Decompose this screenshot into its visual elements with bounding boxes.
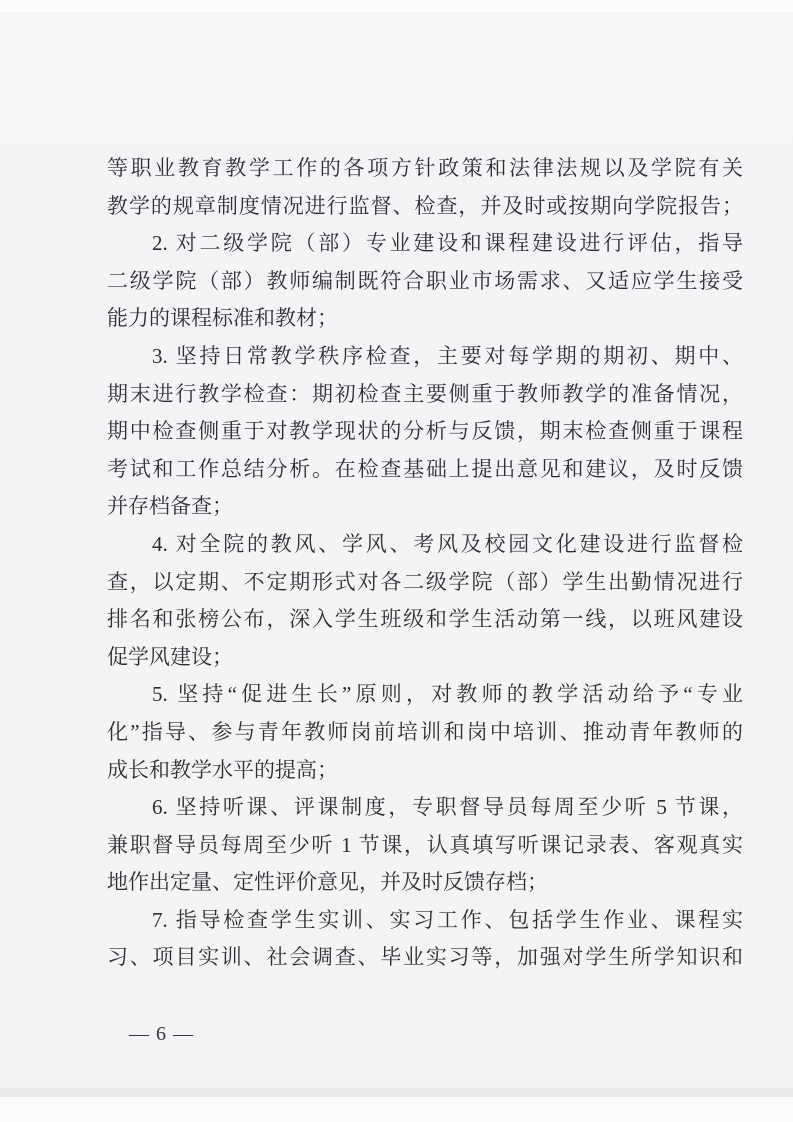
paragraph-item-7 [107, 902, 743, 977]
text-line: 化”指导、参与青年教师岗前培训和岗中培训、推动青年教师的 [107, 719, 743, 744]
text-line: 兼职督导员每周至少听 1 节课，认真填写听课记录表、客观真实 [107, 832, 743, 857]
text-line: 期中检查侧重于对教学现状的分析与反馈，期末检查侧重于课程 [107, 419, 743, 444]
paragraph-item-6 [107, 789, 743, 902]
paragraph-item-5 [107, 676, 743, 789]
text-line: 3. 坚持日常教学秩序检查，主要对每学期的期初、期中、 [152, 343, 743, 368]
paragraph-item-2 [107, 225, 743, 338]
text-line: 2. 对二级学院（部）专业建设和课程建设进行评估，指导 [152, 231, 743, 256]
scan-edge-bottom-shadow [0, 1088, 793, 1097]
text-line: 排名和张榜公布，深入学生班级和学生活动第一线，以班风建设 [107, 607, 743, 632]
text-line: 成长和教学水平的提高； [107, 757, 338, 782]
text-line: 等职业教育教学工作的各项方针政策和法律法规以及学院有关 [107, 156, 743, 180]
page-number: — 6 — [129, 1023, 194, 1045]
text-line: 考试和工作总结分析。在检查基础上提出意见和建议，及时反馈 [107, 456, 743, 481]
text-line: 4. 对全院的教风、学风、考风及校园文化建设进行监督检 [152, 531, 743, 556]
text-line: 期末进行教学检查：期初检查主要侧重于教师教学的准备情况， [107, 381, 743, 406]
text-line: 能力的课程标准和教材； [107, 306, 338, 331]
text-line: 二级学院（部）教师编制既符合职业市场需求、又适应学生接受 [107, 268, 743, 293]
text-line: 地作出定量、定性评价意见，并及时反馈存档； [107, 870, 548, 895]
paragraph-item-4 [107, 526, 743, 676]
document-text-block [107, 150, 743, 977]
text-line: 并存档备查； [107, 494, 233, 519]
scan-edge-bottom [0, 1097, 793, 1122]
text-line: 促学风建设； [107, 644, 233, 669]
scan-edge-top [0, 0, 793, 12]
text-line: 查，以定期、不定期形式对各二级学院（部）学生出勤情况进行 [107, 569, 743, 594]
text-line: 5. 坚持“促进生长”原则，对教师的教学活动给予“专业 [152, 682, 743, 707]
text-line: 教学的规章制度情况进行监督、检查，并及时或按期向学院报告； [107, 193, 743, 218]
paragraph-item-3 [107, 338, 743, 526]
text-line: 7. 指导检查学生实训、实习工作、包括学生作业、课程实 [152, 907, 743, 932]
paragraph-item-1-continuation [107, 150, 743, 225]
text-line: 习、项目实训、社会调查、毕业实习等，加强对学生所学知识和 [107, 945, 743, 970]
text-line: 6. 坚持听课、评课制度，专职督导员每周至少听 5 节课， [152, 795, 743, 820]
